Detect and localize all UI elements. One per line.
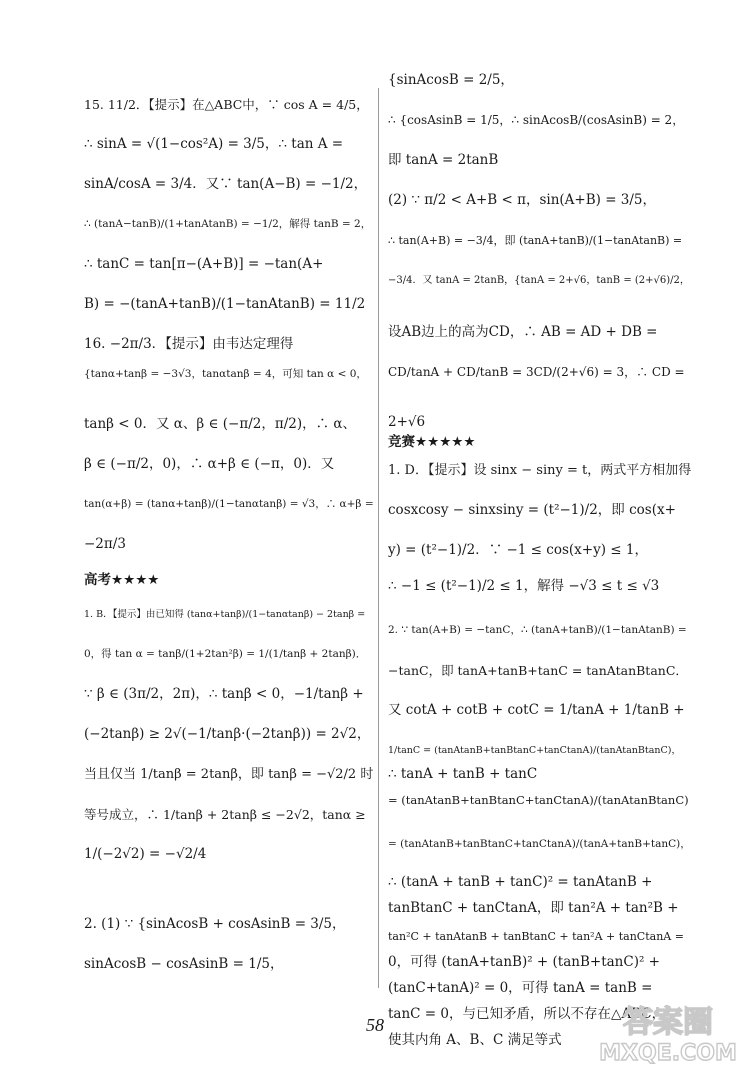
text-line: 2+√6 [388,414,426,430]
text-line: 2. ∵ tan(A+B) = −tanC，∴ (tanA+tanB)/(1−tanAtanB) = [388,624,687,636]
text-line: ∴ tanC = tan[π−(A+B)] = −tan(A+ [84,256,324,272]
text-line: (2) ∵ π/2 < A+B < π，sin(A+B) = 3/5， [388,192,657,208]
text-line: ∴ sinA = √(1−cos²A) = 3/5，∴ tan A = [84,136,344,152]
column-divider [378,88,379,988]
text-line: −tanC，即 tanA+tanB+tanC = tanAtanBtanC． [388,663,688,678]
text-line: tan²C + tanAtanB + tanBtanC + tan²A + tanCtanA = [388,930,684,943]
text-line: sinAcosB − cosAsinB = 1/5， [84,956,284,972]
text-line: y) = (t²−1)/2．∵ −1 ≤ cos(x+y) ≤ 1， [388,542,648,558]
text-line: (tanC+tanA)² = 0，可得 tanA = tanB = [388,980,653,996]
text-line: B) = −(tanA+tanB)/(1−tanAtanB) = 11/2 [84,296,366,312]
text-line: = (tanAtanB+tanBtanC+tanCtanA)/(tanAtanBtanC) [388,793,689,807]
text-line: 又 cotA + cotB + cotC = 1/tanA + 1/tanB + [388,702,685,718]
text-line: 当且仅当 1/tanβ = 2tanβ，即 tanβ = −√2/2 时 [84,767,374,782]
watermark-line1: 答案圈 [623,1005,713,1040]
text-line: 1/tanC = (tanAtanB+tanBtanC+tanCtanA)/(tanAtanBtanC)， [388,745,681,756]
text-line: (−2tanβ) ≥ 2√(−1/tanβ·(−2tanβ)) = 2√2， [84,726,371,742]
text-line: ∴ −1 ≤ (t²−1)/2 ≤ 1，解得 −√3 ≤ t ≤ √3 [388,578,660,594]
text-line: tanBtanC + tanCtanA，即 tan²A + tan²B + [388,900,679,916]
text-line: ∴ {cosAsinB = 1/5，∴ sinAcosB/(cosAsinB) = 2， [388,113,685,127]
watermark-logo [594,1000,742,1066]
text-line: 使其内角 A、B、C 满足等式 [388,1032,562,1048]
text-line: ∴ tanA + tanB + tanC [388,766,538,782]
text-line: ∴ (tanA−tanB)/(1+tanAtanB) = −1/2，解得 tanB = 2， [84,218,372,230]
text-line: sinA/cosA = 3/4．又∵ tan(A−B) = −1/2， [84,176,368,192]
text-line: cosxcosy − sinxsiny = (t²−1)/2，即 cos(x+ [388,502,676,518]
watermark-line2: MXQE.COM [599,1041,737,1066]
text-line: {tanα+tanβ = −3√3，tanαtanβ = 4，可知 tan α < 0， [84,368,367,380]
text-line: tanβ < 0．又 α、β ∈ (−π/2，π/2)，∴ α、 [84,416,357,432]
text-line: CD/tanA + CD/tanB = 3CD/(2+√6) = 3，∴ CD = [388,365,685,379]
text-line: −3/4．又 tanA = 2tanB，{tanA = 2+√6，tanB = (2+√6)/2， [388,275,690,286]
text-line: 即 tanA = 2tanB [388,152,499,168]
text-line: 1. B．【提示】由已知得 (tanα+tanβ)/(1−tanαtanβ) − 2tanβ = [84,609,366,620]
page-number: 58 [366,1015,384,1035]
text-line: 竞赛★★★★★ [388,434,476,450]
text-line: {sinAcosB = 2/5， [388,72,514,88]
text-line: tanC = 0，与已知矛盾，所以不存在△ABC， [388,1006,666,1022]
text-line: 1/(−2√2) = −√2/4 [84,846,207,862]
text-line: 0，可得 (tanA+tanB)² + (tanB+tanC)² + [388,954,660,970]
text-line: ∴ (tanA + tanB + tanC)² = tanAtanB + [388,874,653,890]
text-line: 15. 11/2．【提示】在△ABC中，∵ cos A = 4/5， [84,97,369,112]
text-line: −2π/3 [84,536,126,552]
text-line: 0，得 tan α = tanβ/(1+2tan²β) = 1/(1/tanβ + 2tanβ)． [84,648,367,660]
text-line: 2. (1) ∵ {sinAcosB + cosAsinB = 3/5， [84,916,346,932]
text-line: 16. −2π/3．【提示】由韦达定理得 [84,336,294,352]
text-line: = (tanAtanB+tanBtanC+tanCtanA)/(tanA+tanB+tanC)， [388,838,691,850]
text-line: β ∈ (−π/2，0)，∴ α+β ∈ (−π，0)．又 [84,456,335,472]
text-line: tan(α+β) = (tanα+tanβ)/(1−tanαtanβ) = √3，∴ α+β = [84,498,374,510]
text-line: ∵ β ∈ (3π/2，2π)，∴ tanβ < 0，−1/tanβ + [84,686,364,702]
text-line: 设AB边上的高为CD，∴ AB = AD + DB = [388,324,658,340]
text-line: ∴ tan(A+B) = −3/4，即 (tanA+tanB)/(1−tanAtanB) = [388,234,683,247]
text-line: 高考★★★★ [84,572,160,588]
text-line: 等号成立，∴ 1/tanβ + 2tanβ ≤ −2√2，tanα ≥ [84,807,366,822]
text-line: 1. D．【提示】设 sinx − siny = t，两式平方相加得 [388,463,692,478]
